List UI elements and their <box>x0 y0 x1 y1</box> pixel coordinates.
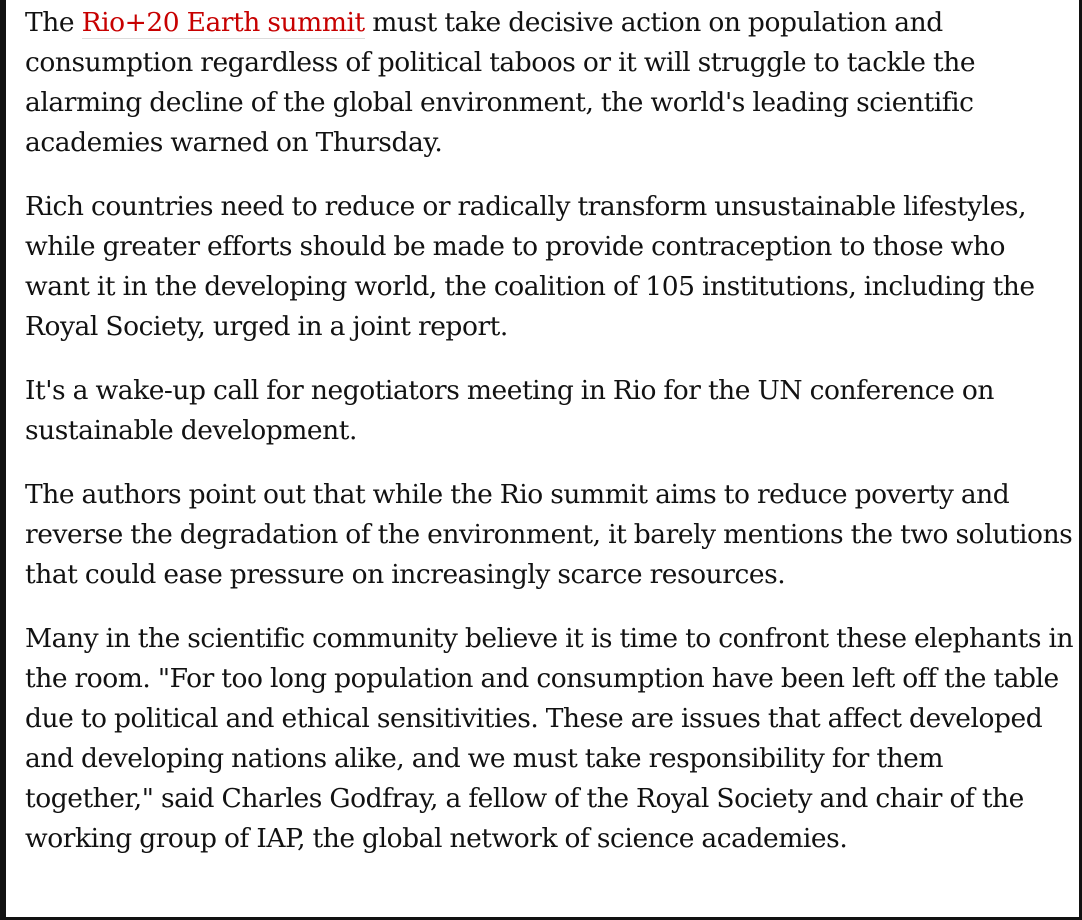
paragraph-2: Rich countries need to reduce or radically transform unsustainable lifestyles, while greater efforts should be made to provide contraception to those who want it in the developing world, the coalition of 105 institutions, including the Royal Society, urged in a joint report. <box>25 191 1035 342</box>
article-body <box>25 3 1075 883</box>
rio20-summit-link[interactable]: Rio+20 Earth summit <box>81 7 365 38</box>
paragraph-1 <box>25 3 1075 163</box>
paragraph-4: The authors point out that while the Rio summit aims to reduce poverty and reverse the degradation of the environment, it barely mentions the two solutions that could ease pressure on increasingly scarce resources. <box>25 479 1073 590</box>
paragraph-1-rest: must take decisive action on population and consumption regardless of political taboos or it will struggle to tackle the alarming decline of the global environment, the world's leading scientific academies warned on Thursday. <box>25 7 976 158</box>
paragraph-3: It's a wake-up call for negotiators meeting in Rio for the UN conference on sustainable development. <box>25 375 994 446</box>
paragraph-1-lead: The <box>25 7 82 38</box>
paragraph-5: Many in the scientific community believe it is time to confront these elephants in the room. "For too long population and consumption have been left off the table due to political and ethical sensitivities. These are issues that affect developed and developing nations alike, and we must take responsibility for them together," said Charles Godfray, a fellow of the Royal Society and chair of the working group of IAP, the global network of science academies. <box>25 623 1074 854</box>
